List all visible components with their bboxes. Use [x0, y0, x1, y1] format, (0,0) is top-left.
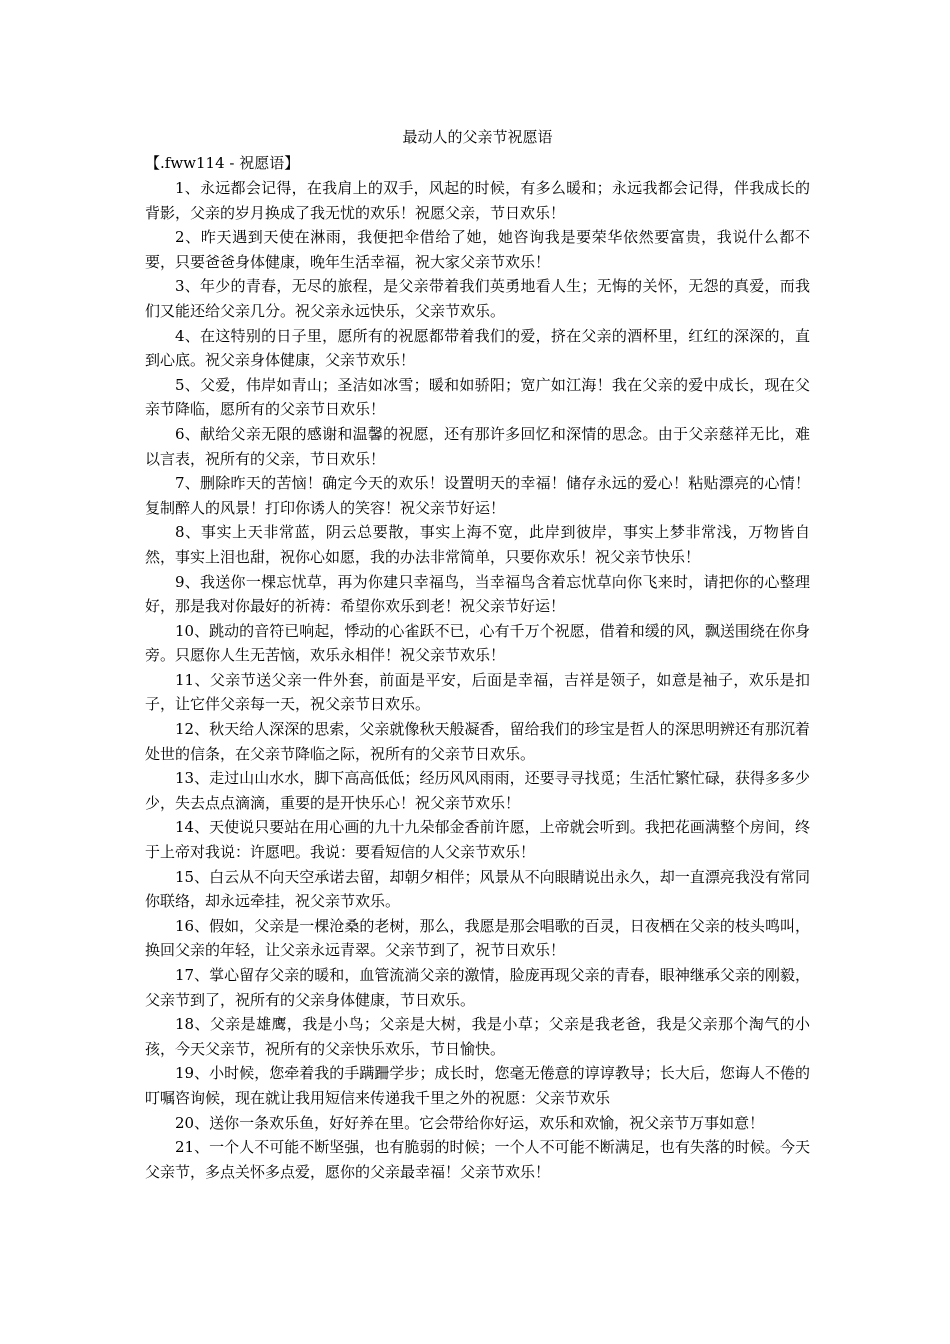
document-title: 最动人的父亲节祝愿语: [402, 128, 553, 146]
document-body: [145, 176, 810, 1184]
paragraph-12: 12、秋天给人深深的思索，父亲就像秋天般凝香，留给我们的珍宝是哲人的深思明辨还有那沉着处世的信条，在父亲节降临之际，祝所有的父亲节日欢乐。: [145, 720, 810, 763]
paragraph-17: 17、掌心留存父亲的暖和，血管流淌父亲的激情，脸庞再现父亲的青春，眼神继承父亲的刚毅，父亲节到了，祝所有的父亲身体健康，节日欢乐。: [145, 966, 810, 1009]
paragraph-8: 8、事实上天非常蓝，阴云总要散，事实上海不宽，此岸到彼岸，事实上梦非常浅，万物皆自然，事实上泪也甜，祝你心如愿，我的办法非常简单，只要你欢乐！祝父亲节快乐！: [145, 523, 810, 566]
paragraph-7: 7、删除昨天的苦恼！确定今天的欢乐！设置明天的幸福！储存永远的爱心！粘贴漂亮的心情！复制醉人的风景！打印你诱人的笑容！祝父亲节好运！: [145, 474, 810, 517]
paragraph-6: 6、献给父亲无限的感谢和温馨的祝愿，还有那许多回忆和深情的思念。由于父亲慈祥无比，难以言表，祝所有的父亲，节日欢乐！: [145, 424, 810, 468]
paragraph-18: 18、父亲是雄鹰，我是小鸟；父亲是大树，我是小草；父亲是我老爸，我是父亲那个淘气的小孩，今天父亲节，祝所有的父亲快乐欢乐，节日愉快。: [145, 1015, 810, 1058]
paragraph-21: 21、一个人不可能不断坚强，也有脆弱的时候；一个人不可能不断满足，也有失落的时候。今天父亲节，多点关怀多点爱，愿你的父亲最幸福！父亲节欢乐！: [145, 1138, 810, 1181]
paragraph-11: 11、父亲节送父亲一件外套，前面是平安，后面是幸福，吉祥是领子，如意是袖子，欢乐是扣子，让它伴父亲每一天，祝父亲节日欢乐。: [145, 670, 810, 714]
paragraph-4: 4、在这特别的日子里，愿所有的祝愿都带着我们的爱，挤在父亲的酒杯里，红红的深深的，直到心底。祝父亲身体健康，父亲节欢乐！: [145, 326, 810, 370]
paragraph-1: 1、永远都会记得，在我肩上的双手，风起的时候，有多么暖和；永远我都会记得，伴我成长的背影，父亲的岁月换成了我无忧的欢乐！祝愿父亲，节日欢乐！: [145, 179, 810, 222]
document-page: [145, 126, 810, 1184]
paragraph-3: 3、年少的青春，无尽的旅程，是父亲带着我们英勇地看人生；无悔的关怀，无怨的真爱，而我们又能还给父亲几分。祝父亲永远快乐，父亲节欢乐。: [145, 277, 810, 320]
paragraph-5: 5、父爱，伟岸如青山；圣洁如冰雪；暖和如骄阳；宽广如江海！我在父亲的爱中成长，现在父亲节降临，愿所有的父亲节日欢乐！: [145, 375, 810, 419]
paragraph-19: 19、小时候，您牵着我的手蹒跚学步；成长时，您毫无倦意的谆谆教导；长大后，您诲人不倦的叮嘱咨询候，现在就让我用短信来传递我千里之外的祝愿：父亲节欢乐: [145, 1064, 810, 1107]
document-tag: 【.fww114 - 祝愿语】: [145, 154, 300, 172]
paragraph-16: 16、假如，父亲是一棵沧桑的老树，那么，我愿是那会唱歌的百灵，日夜栖在父亲的枝头鸣叫，换回父亲的年轻，让父亲永远青翠。父亲节到了，祝节日欢乐！: [145, 916, 810, 960]
paragraph-14: 14、天使说只要站在用心画的九十九朵郁金香前许愿，上帝就会听到。我把花画满整个房间，终于上帝对我说：许愿吧。我说：要看短信的人父亲节欢乐！: [145, 818, 810, 862]
paragraph-13: 13、走过山山水水，脚下高高低低；经历风风雨雨，还要寻寻找觅；生活忙繁忙碌，获得多多少少，失去点点滴滴，重要的是开快乐心！祝父亲节欢乐！: [145, 769, 810, 812]
paragraph-15: 15、白云从不向天空承诺去留，却朝夕相伴；风景从不向眼睛说出永久，却一直漂亮我没有常同你联络，却永远牵挂，祝父亲节欢乐。: [145, 867, 810, 911]
paragraph-2: 2、昨天遇到天使在淋雨，我便把伞借给了她，她咨询我是要荣华依然要富贵，我说什么都不要，只要爸爸身体健康，晚年生活幸福，祝大家父亲节欢乐！: [145, 228, 810, 271]
paragraph-10: 10、跳动的音符已响起，悸动的心雀跃不已，心有千万个祝愿，借着和缓的风，飘送围绕在你身旁。只愿你人生无苦恼，欢乐永相伴！祝父亲节欢乐！: [145, 621, 810, 665]
paragraph-9: 9、我送你一棵忘忧草，再为你建只幸福鸟，当幸福鸟含着忘忧草向你飞来时，请把你的心整理好，那是我对你最好的祈祷：希望你欢乐到老！祝父亲节好运！: [145, 572, 810, 616]
paragraph-20: 20、送你一条欢乐鱼，好好养在里。它会带给你好运，欢乐和欢愉，祝父亲节万事如意！: [175, 1113, 765, 1132]
